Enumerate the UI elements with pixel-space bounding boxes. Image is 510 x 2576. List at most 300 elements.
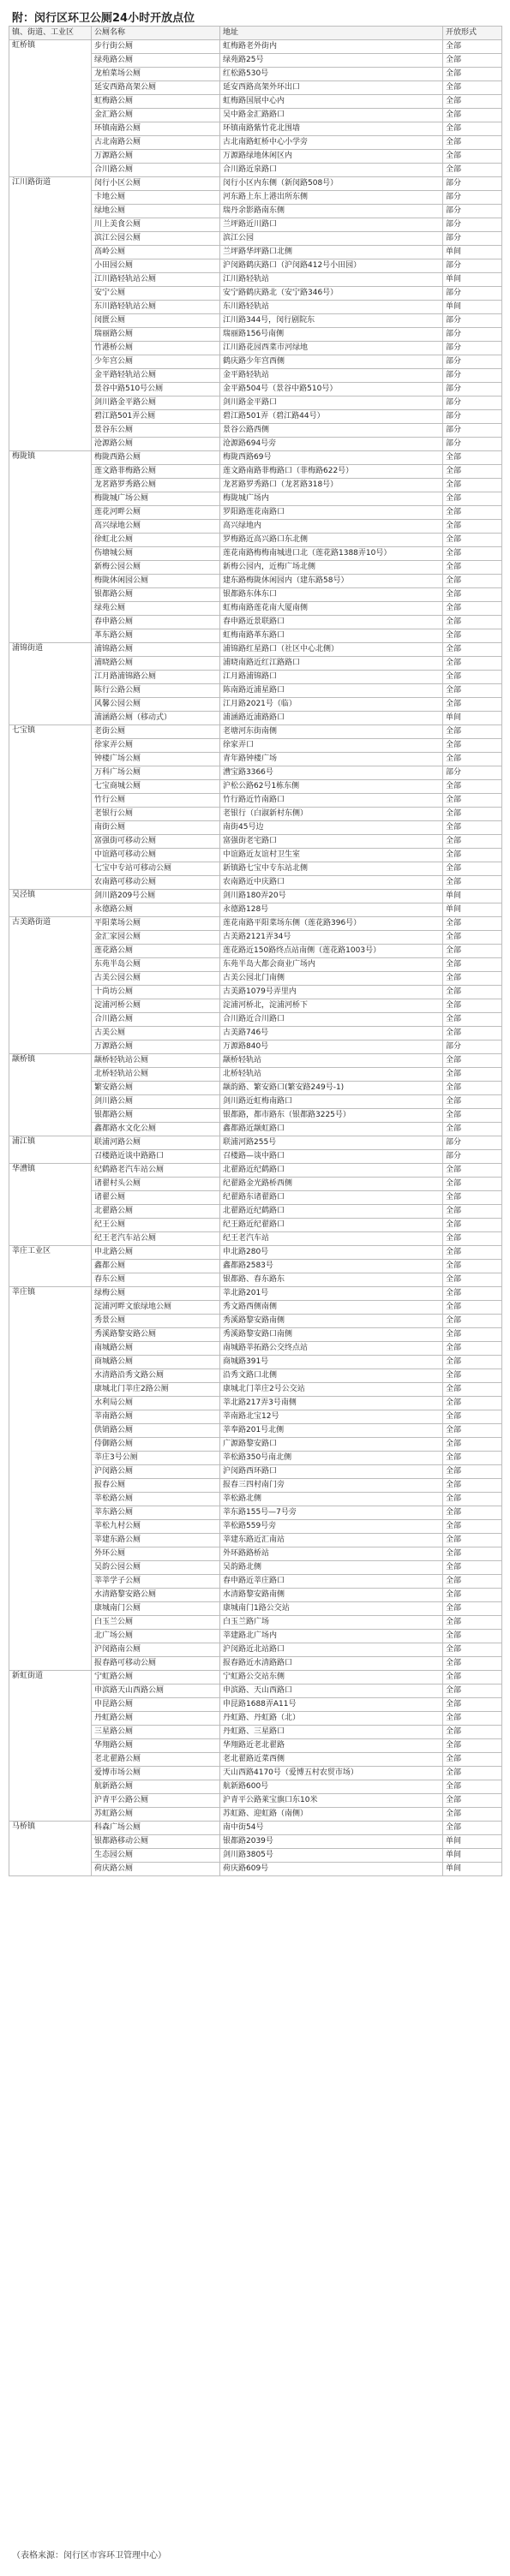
open-type-cell: 全部 xyxy=(443,1424,502,1438)
open-type-cell: 全部 xyxy=(443,1027,502,1041)
name-cell: 川上美食公厕 xyxy=(92,218,220,232)
name-cell: 银都路公厕 xyxy=(92,1109,220,1123)
name-cell: 申滨路天山西路公厕 xyxy=(92,1685,220,1698)
table-row xyxy=(9,890,502,903)
open-type-cell: 全部 xyxy=(443,1493,502,1506)
open-type-cell: 部分 xyxy=(443,314,502,328)
open-type-cell: 部分 xyxy=(443,1041,502,1054)
name-cell: 莲花路公厕 xyxy=(92,945,220,958)
open-type-cell: 全部 xyxy=(443,1739,502,1753)
address-cell: 剑川路3805号 xyxy=(220,1849,443,1863)
address-cell: 徐家弄口 xyxy=(220,739,443,753)
open-type-cell: 全部 xyxy=(443,1191,502,1205)
open-type-cell: 全部 xyxy=(443,1534,502,1547)
address-cell: 申昆路1688弄A11号 xyxy=(220,1698,443,1712)
open-type-cell: 部分 xyxy=(443,1136,502,1150)
open-type-cell: 全部 xyxy=(443,1123,502,1136)
open-type-cell: 全部 xyxy=(443,68,502,81)
address-cell: 碧江路501弄（碧江路44号） xyxy=(220,410,443,424)
address-cell: 兰坪路华坪路口北侧 xyxy=(220,246,443,259)
open-type-cell: 全部 xyxy=(443,972,502,986)
name-cell: 江川路轻轨站公厕 xyxy=(92,273,220,287)
address-cell: 虹梅路老外街内 xyxy=(220,40,443,54)
name-cell: 莘庄3号公厕 xyxy=(92,1452,220,1465)
name-cell: 高兴绿地公厕 xyxy=(92,520,220,534)
open-type-cell: 全部 xyxy=(443,561,502,575)
open-type-cell: 全部 xyxy=(443,506,502,520)
name-cell: 古美公园公厕 xyxy=(92,972,220,986)
address-cell: 颛桥轻轨站 xyxy=(220,1054,443,1068)
name-cell: 七宝商城公厕 xyxy=(92,780,220,794)
name-cell: 水利局公厕 xyxy=(92,1397,220,1410)
address-cell: 鑫都路近颛虹路口 xyxy=(220,1123,443,1136)
open-type-cell: 全部 xyxy=(443,1561,502,1575)
open-type-cell: 全部 xyxy=(443,534,502,547)
address-cell: 合川路近合川路口 xyxy=(220,1013,443,1027)
open-type-cell: 全部 xyxy=(443,1246,502,1260)
name-cell: 侍御路公厕 xyxy=(92,1438,220,1452)
address-cell: 罗梅路近高兴路口东北侧 xyxy=(220,534,443,547)
name-cell: 诸翟公厕 xyxy=(92,1191,220,1205)
name-cell: 淀浦河畔文旅绿地公厕 xyxy=(92,1301,220,1315)
address-cell: 莲花路近150路终点站南侧（莲花路1003号） xyxy=(220,945,443,958)
name-cell: 龙茗路罗秀路公厕 xyxy=(92,479,220,492)
table-row xyxy=(9,1246,502,1260)
header-area: 镇、街道、工业区 xyxy=(9,27,92,40)
address-cell: 青年路钟楼广场 xyxy=(220,753,443,766)
name-cell: 钟楼广场公厕 xyxy=(92,753,220,766)
open-type-cell: 全部 xyxy=(443,1054,502,1068)
name-cell: 外环公厕 xyxy=(92,1547,220,1561)
name-cell: 徐虹北公厕 xyxy=(92,534,220,547)
open-type-cell: 单间 xyxy=(443,712,502,725)
open-type-cell: 单间 xyxy=(443,246,502,259)
open-type-cell: 全部 xyxy=(443,657,502,671)
open-type-cell: 全部 xyxy=(443,1068,502,1082)
name-cell: 江月路浦锦路公厕 xyxy=(92,671,220,684)
address-cell: 莲花南路平阳菜场东侧（莲花路396号） xyxy=(220,917,443,931)
table-row xyxy=(9,451,502,465)
address-cell: 浦涵路近浦路路口 xyxy=(220,712,443,725)
open-type-cell: 全部 xyxy=(443,1822,502,1835)
open-type-cell: 全部 xyxy=(443,136,502,150)
open-type-cell: 全部 xyxy=(443,1369,502,1383)
address-cell: 老银行（白淑新村东侧） xyxy=(220,808,443,821)
address-cell: 梅陇城广场内 xyxy=(220,492,443,506)
area-cell: 莘庄工业区 xyxy=(9,1246,92,1287)
address-cell: 古美公园北门南侧 xyxy=(220,972,443,986)
address-cell: 金平路轻轨站 xyxy=(220,369,443,383)
open-type-cell: 部分 xyxy=(443,287,502,301)
address-cell: 白玉兰路广场 xyxy=(220,1616,443,1630)
address-cell: 银都路，都市路东（银都路3225号） xyxy=(220,1109,443,1123)
name-cell: 沧源路公厕 xyxy=(92,438,220,451)
open-type-cell: 全部 xyxy=(443,1671,502,1685)
open-type-cell: 全部 xyxy=(443,1506,502,1520)
address-cell: 水清路黎安路南侧 xyxy=(220,1589,443,1602)
name-cell: 绿梅公厕 xyxy=(92,1287,220,1301)
address-cell: 河东路上东上港出所东侧 xyxy=(220,191,443,205)
open-type-cell: 单间 xyxy=(443,273,502,287)
address-cell: 滨江公园 xyxy=(220,232,443,246)
name-cell: 中谊路可移动公厕 xyxy=(92,849,220,862)
open-type-cell: 全部 xyxy=(443,1726,502,1739)
open-type-cell: 全部 xyxy=(443,1616,502,1630)
open-type-cell: 全部 xyxy=(443,1465,502,1479)
table-row xyxy=(9,1287,502,1301)
address-cell: 康城北门莘庄2号公交站 xyxy=(220,1383,443,1397)
name-cell: 白玉兰公厕 xyxy=(92,1616,220,1630)
address-cell: 广源路黎安路口 xyxy=(220,1438,443,1452)
address-cell: 莲文路南路菲梅路口（菲梅路622号） xyxy=(220,465,443,479)
open-type-cell: 全部 xyxy=(443,876,502,890)
name-cell: 莘松路公厕 xyxy=(92,1493,220,1506)
address-cell: 绿苑路25号 xyxy=(220,54,443,68)
name-cell: 环镇南路公厕 xyxy=(92,122,220,136)
name-cell: 风馨公园公厕 xyxy=(92,698,220,712)
area-cell: 七宝镇 xyxy=(9,725,92,890)
address-cell: 江月路2021号（临） xyxy=(220,698,443,712)
name-cell: 剑川路公厕 xyxy=(92,1095,220,1109)
name-cell: 延安西路高架公厕 xyxy=(92,81,220,95)
name-cell: 报春路可移动公厕 xyxy=(92,1657,220,1671)
name-cell: 生态园公厕 xyxy=(92,1849,220,1863)
name-cell: 古北南路公厕 xyxy=(92,136,220,150)
address-cell: 新镇路七宝中专东站北侧 xyxy=(220,862,443,876)
name-cell: 金平路轻轨站公厕 xyxy=(92,369,220,383)
name-cell: 水清路黎安路公厕 xyxy=(92,1589,220,1602)
open-type-cell: 部分 xyxy=(443,232,502,246)
open-type-cell: 全部 xyxy=(443,698,502,712)
name-cell: 苏虹路公厕 xyxy=(92,1808,220,1822)
address-cell: 沪青平公路莱宝旗口东10米 xyxy=(220,1794,443,1808)
name-cell: 瑞丽路公厕 xyxy=(92,328,220,342)
name-cell: 科森广场公厕 xyxy=(92,1822,220,1835)
address-cell: 鹤庆路少年宫西侧 xyxy=(220,355,443,369)
open-type-cell: 部分 xyxy=(443,369,502,383)
open-type-cell: 全部 xyxy=(443,451,502,465)
name-cell: 东苑半岛公厕 xyxy=(92,958,220,972)
table-row xyxy=(9,1671,502,1685)
name-cell: 水清路沿秀文路公厕 xyxy=(92,1369,220,1383)
name-cell: 淀浦河桥公厕 xyxy=(92,999,220,1013)
open-type-cell: 单间 xyxy=(443,1835,502,1849)
name-cell: 纪鹤路老汽车站公厕 xyxy=(92,1164,220,1178)
open-type-cell: 全部 xyxy=(443,547,502,561)
open-type-cell: 全部 xyxy=(443,629,502,643)
name-cell: 华翔路公厕 xyxy=(92,1739,220,1753)
address-cell: 古美路2121弄34号 xyxy=(220,931,443,945)
address-cell: 竹行路近竹南路口 xyxy=(220,794,443,808)
open-type-cell: 全部 xyxy=(443,1630,502,1643)
open-type-cell: 部分 xyxy=(443,397,502,410)
open-type-cell: 单间 xyxy=(443,890,502,903)
name-cell: 竹行公厕 xyxy=(92,794,220,808)
open-type-cell: 全部 xyxy=(443,40,502,54)
open-type-cell: 全部 xyxy=(443,1547,502,1561)
address-cell: 陈南路近浦星路口 xyxy=(220,684,443,698)
address-cell: 北桥轻轨站 xyxy=(220,1068,443,1082)
name-cell: 金汇家园公厕 xyxy=(92,931,220,945)
open-type-cell: 全部 xyxy=(443,1205,502,1219)
open-type-cell: 全部 xyxy=(443,684,502,698)
address-cell: 沧源路694号旁 xyxy=(220,438,443,451)
open-type-cell: 全部 xyxy=(443,1013,502,1027)
open-type-cell: 全部 xyxy=(443,109,502,122)
open-type-cell: 全部 xyxy=(443,1260,502,1273)
name-cell: 莘南路公厕 xyxy=(92,1410,220,1424)
name-cell: 爱博市场公厕 xyxy=(92,1767,220,1780)
name-cell: 老北翟路公厕 xyxy=(92,1753,220,1767)
open-type-cell: 全部 xyxy=(443,917,502,931)
address-cell: 商城路391号 xyxy=(220,1356,443,1369)
open-type-cell: 全部 xyxy=(443,1383,502,1397)
name-cell: 申北路公厕 xyxy=(92,1246,220,1260)
name-cell: 荷庆路公厕 xyxy=(92,1863,220,1876)
address-cell: 吴中路金汇路路口 xyxy=(220,109,443,122)
name-cell: 商城路公厕 xyxy=(92,1356,220,1369)
name-cell: 北广场公厕 xyxy=(92,1630,220,1643)
address-cell: 纪翟路东诸翟路口 xyxy=(220,1191,443,1205)
open-type-cell: 全部 xyxy=(443,575,502,588)
address-cell: 莘建东路近汇南站 xyxy=(220,1534,443,1547)
open-type-cell: 部分 xyxy=(443,191,502,205)
name-cell: 北翟路公厕 xyxy=(92,1205,220,1219)
name-cell: 徐家弄公厕 xyxy=(92,739,220,753)
address-cell: 纪翟路金光路桥西侧 xyxy=(220,1178,443,1191)
address-cell: 漕宝路3366号 xyxy=(220,766,443,780)
address-cell: 康城南门1路公交站 xyxy=(220,1602,443,1616)
name-cell: 诸翟村头公厕 xyxy=(92,1178,220,1191)
address-cell: 申北路280号 xyxy=(220,1246,443,1260)
address-cell: 景谷公路西侧 xyxy=(220,424,443,438)
name-cell: 莘莘学子公厕 xyxy=(92,1575,220,1589)
area-cell: 华漕镇 xyxy=(9,1164,92,1246)
address-cell: 莘建路北广场内 xyxy=(220,1630,443,1643)
toilet-table xyxy=(9,26,502,1876)
address-cell: 环镇南路紫竹花北围墙 xyxy=(220,122,443,136)
open-type-cell: 全部 xyxy=(443,1698,502,1712)
name-cell: 沪闵路公厕 xyxy=(92,1465,220,1479)
open-type-cell: 全部 xyxy=(443,725,502,739)
open-type-cell: 全部 xyxy=(443,492,502,506)
address-cell: 纪王路近纪翟路口 xyxy=(220,1219,443,1232)
open-type-cell: 全部 xyxy=(443,1780,502,1794)
open-type-cell: 全部 xyxy=(443,479,502,492)
open-type-cell: 全部 xyxy=(443,95,502,109)
address-cell: 天山西路4170号（爱博五村农贸市场） xyxy=(220,1767,443,1780)
name-cell: 永德路公厕 xyxy=(92,903,220,917)
address-cell: 报春三四村南门旁 xyxy=(220,1479,443,1493)
open-type-cell: 全部 xyxy=(443,1082,502,1095)
open-type-cell: 全部 xyxy=(443,862,502,876)
area-cell: 吴泾镇 xyxy=(9,890,92,917)
open-type-cell: 全部 xyxy=(443,945,502,958)
area-cell: 江川路街道 xyxy=(9,177,92,451)
name-cell: 莘建东路公厕 xyxy=(92,1534,220,1547)
open-type-cell: 部分 xyxy=(443,355,502,369)
address-cell: 古美路746号 xyxy=(220,1027,443,1041)
address-cell: 莘南路北宝12号 xyxy=(220,1410,443,1424)
open-type-cell: 全部 xyxy=(443,780,502,794)
address-cell: 古北南路虹桥中心小学旁 xyxy=(220,136,443,150)
name-cell: 剑川路金平路公厕 xyxy=(92,397,220,410)
open-type-cell: 全部 xyxy=(443,643,502,657)
name-cell: 碧江路501弄公厕 xyxy=(92,410,220,424)
address-cell: 南街45号边 xyxy=(220,821,443,835)
address-cell: 宁虹路公交站东侧 xyxy=(220,1671,443,1685)
open-type-cell: 全部 xyxy=(443,1753,502,1767)
address-cell: 北翟路近纪鹤路口 xyxy=(220,1205,443,1219)
open-type-cell: 全部 xyxy=(443,999,502,1013)
address-cell: 莘东路155号—7号旁 xyxy=(220,1506,443,1520)
open-type-cell: 全部 xyxy=(443,1273,502,1287)
address-cell: 兰坪路近川路口 xyxy=(220,218,443,232)
name-cell: 闵匮公厕 xyxy=(92,314,220,328)
address-cell: 申滨路、天山西路口 xyxy=(220,1685,443,1698)
open-type-cell: 全部 xyxy=(443,1479,502,1493)
address-cell: 鑫都路2583号 xyxy=(220,1260,443,1273)
open-type-cell: 全部 xyxy=(443,1095,502,1109)
address-cell: 银都路2039号 xyxy=(220,1835,443,1849)
area-cell: 新虹街道 xyxy=(9,1671,92,1822)
name-cell: 鑫都公厕 xyxy=(92,1260,220,1273)
name-cell: 景谷中路510号公厕 xyxy=(92,383,220,397)
name-cell: 陈行公路公厕 xyxy=(92,684,220,698)
address-cell: 虹梅路国展中心内 xyxy=(220,95,443,109)
name-cell: 沪青平公路公厕 xyxy=(92,1794,220,1808)
address-cell: 合川路近泉路口 xyxy=(220,164,443,177)
name-cell: 浦锦路公厕 xyxy=(92,643,220,657)
area-cell: 古美路街道 xyxy=(9,917,92,1054)
table-header-row xyxy=(9,27,502,40)
open-type-cell: 全部 xyxy=(443,1342,502,1356)
address-cell: 华翔路近老北翟路 xyxy=(220,1739,443,1753)
address-cell: 颛韵路、繁安路口(繁安路249号-1) xyxy=(220,1082,443,1095)
open-type-cell: 全部 xyxy=(443,794,502,808)
address-cell: 莲花南路梅梅南城进口北（莲花路1388弄10号） xyxy=(220,547,443,561)
open-type-cell: 全部 xyxy=(443,1328,502,1342)
address-cell: 丹虹路、三星路口 xyxy=(220,1726,443,1739)
address-cell: 富强街老宅路口 xyxy=(220,835,443,849)
open-type-cell: 单间 xyxy=(443,1863,502,1876)
name-cell: 梅陇西路公厕 xyxy=(92,451,220,465)
name-cell: 浦涵路公厕（移动式） xyxy=(92,712,220,725)
open-type-cell: 全部 xyxy=(443,1452,502,1465)
name-cell: 革东路公厕 xyxy=(92,629,220,643)
address-cell: 淀浦河桥北，淀浦河桥下 xyxy=(220,999,443,1013)
open-type-cell: 全部 xyxy=(443,602,502,616)
open-type-cell: 单间 xyxy=(443,903,502,917)
header-name: 公厕名称 xyxy=(92,27,220,40)
table-body xyxy=(9,40,502,1876)
open-type-cell: 单间 xyxy=(443,301,502,314)
name-cell: 康城南门公厕 xyxy=(92,1602,220,1616)
name-cell: 龙柏菜场公厕 xyxy=(92,68,220,81)
address-cell: 莘松路559号旁 xyxy=(220,1520,443,1534)
name-cell: 秀景公厕 xyxy=(92,1315,220,1328)
open-type-cell: 部分 xyxy=(443,218,502,232)
open-type-cell: 全部 xyxy=(443,1808,502,1822)
open-type-cell: 全部 xyxy=(443,671,502,684)
open-type-cell: 全部 xyxy=(443,1219,502,1232)
name-cell: 银都路移动公厕 xyxy=(92,1835,220,1849)
name-cell: 报春公厕 xyxy=(92,1479,220,1493)
name-cell: 老银行公厕 xyxy=(92,808,220,821)
name-cell: 绿地公厕 xyxy=(92,205,220,218)
address-cell: 万源路840号 xyxy=(220,1041,443,1054)
open-type-cell: 全部 xyxy=(443,1287,502,1301)
open-type-cell: 部分 xyxy=(443,259,502,273)
name-cell: 新梅公园公厕 xyxy=(92,561,220,575)
address-cell: 金平路504号（景谷中路510号） xyxy=(220,383,443,397)
open-type-cell: 全部 xyxy=(443,150,502,164)
open-type-cell: 全部 xyxy=(443,1356,502,1369)
name-cell: 七宝中专站可移动公厕 xyxy=(92,862,220,876)
open-type-cell: 全部 xyxy=(443,465,502,479)
address-cell: 老塘河东街南侧 xyxy=(220,725,443,739)
table-row xyxy=(9,1054,502,1068)
address-cell: 浦锦路红星路口（社区中心北侧） xyxy=(220,643,443,657)
table-row xyxy=(9,725,502,739)
open-type-cell: 部分 xyxy=(443,424,502,438)
name-cell: 繁安路公厕 xyxy=(92,1082,220,1095)
name-cell: 高岭公厕 xyxy=(92,246,220,259)
open-type-cell: 全部 xyxy=(443,1397,502,1410)
name-cell: 联浦河路公厕 xyxy=(92,1136,220,1150)
address-cell: 永德路128号 xyxy=(220,903,443,917)
address-cell: 春申路近莘庄路口 xyxy=(220,1575,443,1589)
address-cell: 延安西路高架外环出口 xyxy=(220,81,443,95)
address-cell: 江川路344号，闵行剧院东 xyxy=(220,314,443,328)
address-cell: 南中街54号 xyxy=(220,1822,443,1835)
open-type-cell: 全部 xyxy=(443,1657,502,1671)
address-cell: 莘北路201号 xyxy=(220,1287,443,1301)
address-cell: 北翟路近纪鹤路口 xyxy=(220,1164,443,1178)
name-cell: 供销路公厕 xyxy=(92,1424,220,1438)
name-cell: 滨江公园公厕 xyxy=(92,232,220,246)
name-cell: 三星路公厕 xyxy=(92,1726,220,1739)
name-cell: 吴韵公园公厕 xyxy=(92,1561,220,1575)
name-cell: 合川路公厕 xyxy=(92,164,220,177)
name-cell: 平阳菜场公厕 xyxy=(92,917,220,931)
open-type-cell: 全部 xyxy=(443,164,502,177)
name-cell: 莘松九村公厕 xyxy=(92,1520,220,1534)
address-cell: 东川路轻轨站 xyxy=(220,301,443,314)
address-cell: 沿秀文路口北侧 xyxy=(220,1369,443,1383)
name-cell: 虹梅路公厕 xyxy=(92,95,220,109)
name-cell: 莘东路公厕 xyxy=(92,1506,220,1520)
name-cell: 春东公厕 xyxy=(92,1273,220,1287)
name-cell: 景谷东公厕 xyxy=(92,424,220,438)
address-cell: 红松路530号 xyxy=(220,68,443,81)
address-cell: 江川路花园西菜市河绿地 xyxy=(220,342,443,355)
address-cell: 虹梅南路革东路口 xyxy=(220,629,443,643)
name-cell: 伤塘城公厕 xyxy=(92,547,220,561)
name-cell: 浦晓路公厕 xyxy=(92,657,220,671)
table-row xyxy=(9,643,502,657)
open-type-cell: 全部 xyxy=(443,588,502,602)
name-cell: 富强街可移动公厕 xyxy=(92,835,220,849)
open-type-cell: 全部 xyxy=(443,1232,502,1246)
header-open-type: 开放形式 xyxy=(443,27,502,40)
address-cell: 梅陇西路69号 xyxy=(220,451,443,465)
open-type-cell: 全部 xyxy=(443,849,502,862)
name-cell: 颛桥轻轨站公厕 xyxy=(92,1054,220,1068)
address-cell: 浦晓南路近红江路路口 xyxy=(220,657,443,671)
area-cell: 梅陇镇 xyxy=(9,451,92,643)
name-cell: 莲文路菲梅路公厕 xyxy=(92,465,220,479)
